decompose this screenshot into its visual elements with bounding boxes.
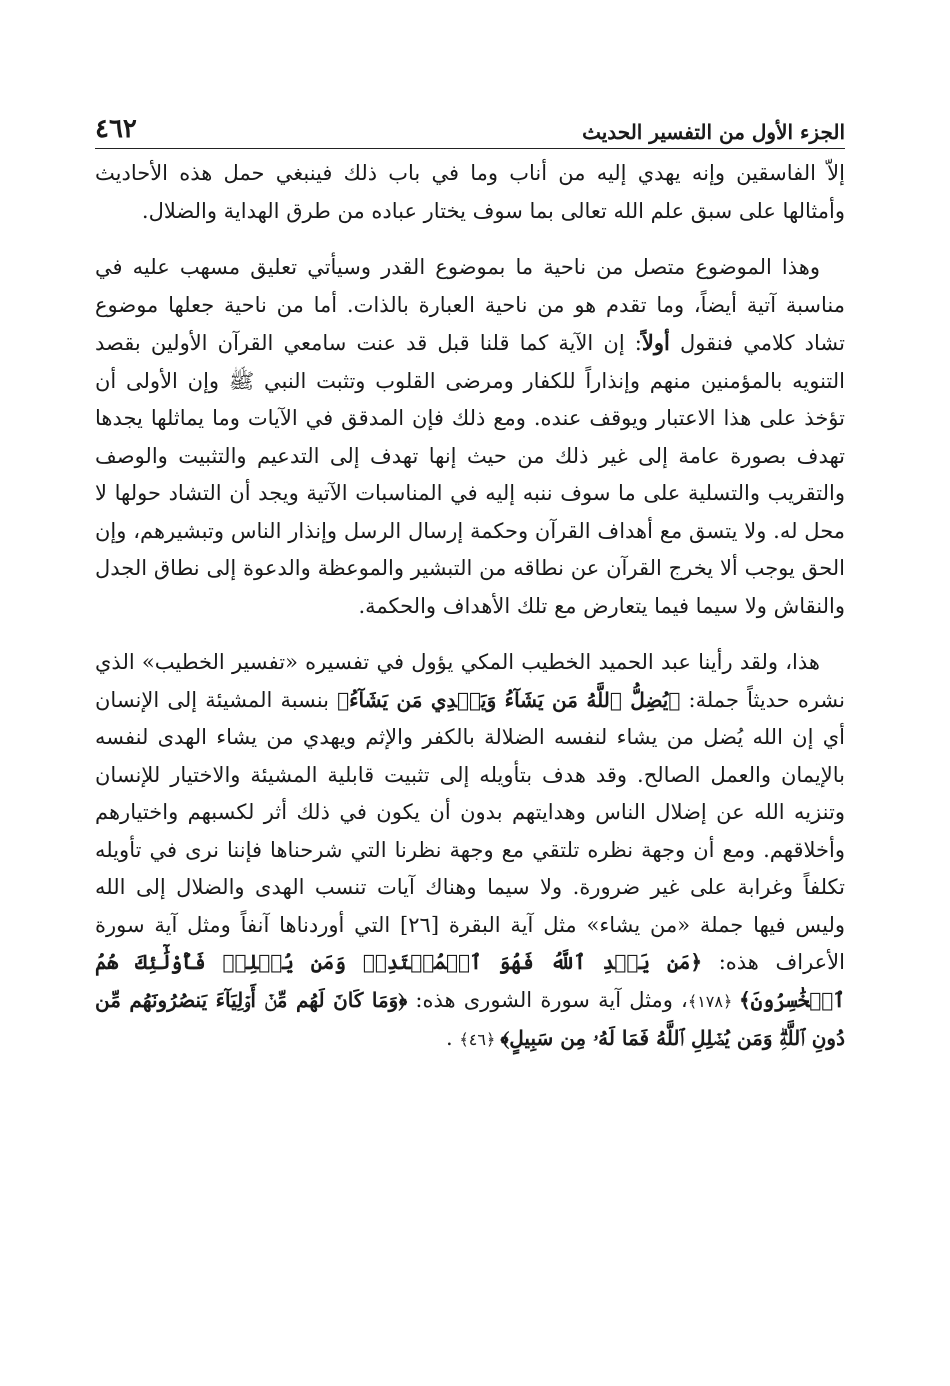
paragraph-3-text-b: بنسبة المشيئة إلى الإنسان أي إن الله يُضل من يشاء لنفسه الضلالة بالكفر والإثم ويهدي من يشاء الهدى لنفسه بالإيمان والعمل الصالح. وقد هدف بتأويله إلى تثبيت قابلية المشيئة والاختيار للإنسان وتنزيه الله عن إضلال الناس وهدايتهم بدون أن يكون في ذلك أثر لكسبهم واختيارهم وأخلاقهم. ومع أن وجهة نظره تلتقي مع وجهة نظرنا التي شرحناها فإننا نرى في تأويله تكلفاً وغرابة على غير ضرورة. ولا سيما وهناك آيات تنسب الهدى والضلال إلى الله وليس فيها جملة «من يشاء» مثل آية البقرة [٢٦] التي أوردناها آنفاً ومثل آية سورة الأعراف هذه: — [95, 687, 846, 974]
header-rule — [95, 148, 845, 149]
paragraph-3-text-a: هذا، ولقد رأينا عبد الحميد الخطيب المكي يؤول في تفسيره «تفسير الخطيب» الذي نشره حديثاً جملة: — [95, 650, 845, 712]
paragraph-2-text-b: : إن الآية كما قلنا قبل قد عنت سامعي القرآن الأولين بقصد التنويه بالمؤمنين منهم وإنذاراً للكفار ومرضى القلوب وتثبت النبي ﷺ وإن الأولى أن تؤخذ على هذا الاعتبار ويوقف عنده. ومع ذلك فإن المدقق في الآيات وما يماثلها يجدها تهدف بصورة عامة إلى غير ذلك من حيث إنها تهدف إلى التدعيم والتثبيت والوصف والتقريب والتسلية على ما سوف ننبه إليه في المناسبات الآتية ويجد أن التشاد حولها لا محل له. ولا يتسق مع أهداف القرآن وحكمة إرسال الرسل وإنذار الناس وتبشيرهم، وإن الحق يوجب ألا يخرج القرآن عن نطاقه من التبشير والموعظة والدعوة إلى نطاق الجدل والنقاش ولا سيما فيما يتعارض مع تلك الأهداف والحكمة. — [95, 331, 845, 618]
verse-number-3: ﴿٤٦﴾ — [459, 1030, 501, 1049]
running-title: الجزء الأول من التفسير الحديث — [582, 120, 845, 144]
paragraph-2-text-a: وهذا الموضوع متصل من ناحية ما بموضوع القدر وسيأتي تعليق مسهب عليه في مناسبة آتية أيضاً، وما تقدم هو من ناحية العبارة بالذات. أما من ناحية جعلها موضوع تشاد كلامي فنقول — [95, 255, 845, 355]
paragraph-2-bold: أولاً — [641, 330, 670, 355]
paragraph-1: إلاّ الفاسقين وإنه يهدي إليه من أناب وما في باب ذلك فينبغي حمل هذه الأحاديث وأمثالها على سبق علم الله تعالى بما سوف يختار عباده من طرق الهداية والضلال. — [95, 161, 845, 223]
quran-verse-2: ﴿مَن يَهۡدِ ٱللَّهُ فَهُوَ ٱلۡمُهۡتَدِيۖ وَمَن يُضۡلِلۡ فَأُوْلَٰٓئِكَ هُمُ ٱلۡخَٰسِرُونَ﴾ — [95, 950, 845, 1012]
paragraph-3-text-c: ، ومثل آية سورة الشورى هذه: — [407, 987, 688, 1012]
paragraph-2 — [95, 249, 845, 625]
page-header — [95, 108, 845, 144]
page-number: ٤٦٢ — [95, 114, 137, 144]
quran-verse-1: ﴿يُضِلُّ ٱللَّهُ مَن يَشَآءُ وَيَهۡدِي مَن يَشَآءُ﴾ — [337, 687, 681, 712]
quran-verse-3: ﴿وَمَا كَانَ لَهُم مِّنۡ أَوۡلِيَآءَ يَنصُرُونَهُم مِّن دُونِ ٱللَّهِۗ وَمَن يُضۡلِلِ ٱللَّهُ فَمَا لَهُۥ مِن سَبِيلٍ﴾ — [95, 987, 845, 1050]
verse-number-2: ﴿١٧٨﴾ — [687, 991, 739, 1011]
paragraph-3 — [95, 644, 845, 1059]
body-text — [95, 155, 845, 1059]
paragraph-3-text-d: . — [446, 1026, 460, 1050]
